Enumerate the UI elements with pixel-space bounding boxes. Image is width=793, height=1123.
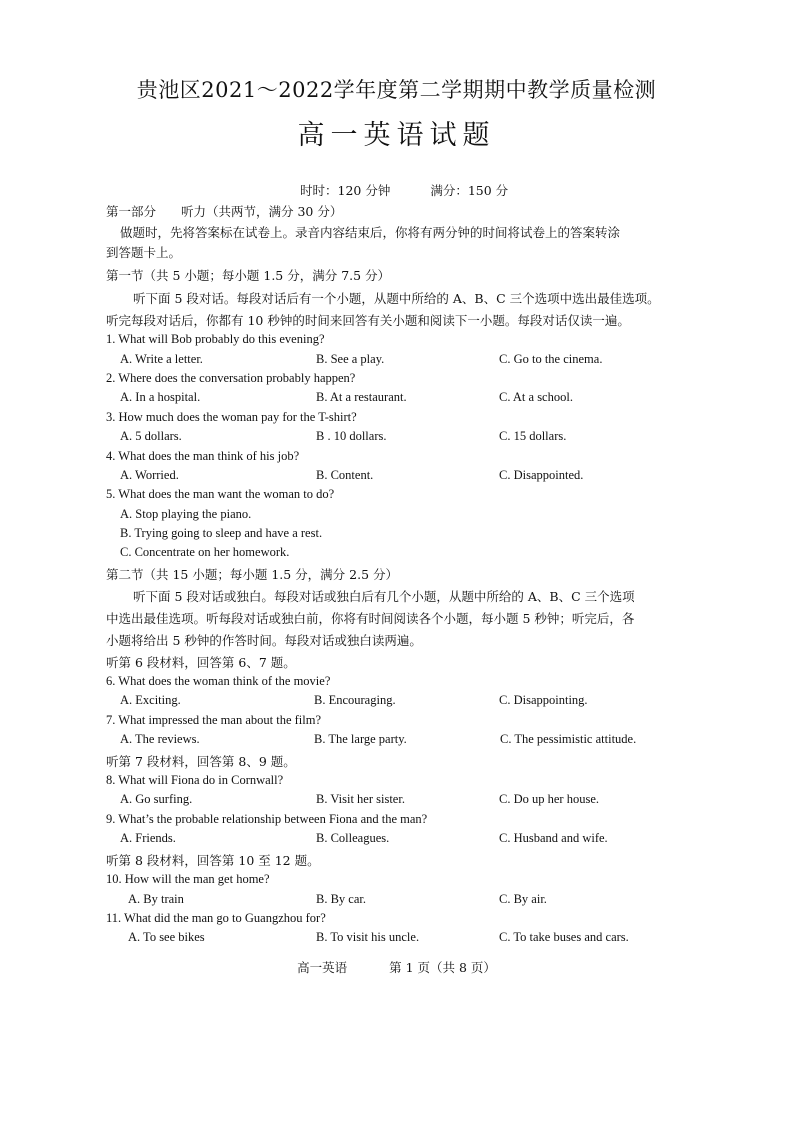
q2-option-b: B. At a restaurant. [316, 390, 407, 404]
q8-option-a: A. Go surfing. [120, 792, 193, 806]
q4-option-c: C. Disappointed. [499, 468, 584, 482]
question-10: 10. How will the man get home? [106, 872, 270, 886]
part1-instruction-line2: 到答题卡上。 [106, 245, 182, 260]
q8-option-b: B. Visit her sister. [316, 792, 405, 806]
exam-meta [300, 181, 508, 199]
question-4: 4. What does the man think of his job? [106, 449, 300, 463]
q11-option-a: A. To see bikes [128, 930, 205, 944]
full-score: 满分：150 分 [430, 183, 509, 198]
part1-heading: 第一部分 听力（共两节，满分 30 分） [106, 204, 343, 219]
q11-option-b: B. To visit his uncle. [316, 930, 420, 944]
section2-instruction-line3: 小题将给出 5 秒钟的作答时间。每段对话或独白读两遍。 [106, 633, 422, 648]
q10-option-a: A. By train [128, 892, 184, 906]
q4-option-a: A. Worried. [120, 468, 179, 482]
q2-option-c: C. At a school. [499, 390, 573, 404]
q3-option-c: C. 15 dollars. [499, 429, 567, 443]
question-8: 8. What will Fiona do in Cornwall? [106, 773, 284, 787]
q1-option-b: B. See a play. [316, 352, 385, 366]
part1-instruction-line1: 做题时，先将答案标在试卷上。录音内容结束后，你将有两分钟的时间将试卷上的答案转涂 [120, 225, 621, 240]
q9-option-a: A. Friends. [120, 831, 176, 845]
section1-heading: 第一节（共 5 小题；每小题 1.5 分，满分 7.5 分） [106, 268, 391, 283]
q7-option-c: C. The pessimistic attitude. [500, 732, 637, 746]
question-2: 2. Where does the conversation probably happen? [106, 371, 356, 385]
q8-option-c: C. Do up her house. [499, 792, 599, 806]
q5-option-c: C. Concentrate on her homework. [120, 545, 290, 559]
q10-option-c: C. By air. [499, 892, 547, 906]
section2-instruction-line2: 中选出最佳选项。听每段对话或独白前，你将有时间阅读各个小题，每小题 5 秒钟；听完后，各 [106, 611, 635, 626]
q9-option-b: B. Colleagues. [316, 831, 390, 845]
page-number: 第 1 页（共 8 页） [389, 960, 496, 975]
section1-instruction-line2: 听完每段对话后，你都有 10 秒钟的时间来回答有关小题和阅读下一小题。每段对话仅读一遍。 [106, 313, 630, 328]
question-11: 11. What did the man go to Guangzhou for? [106, 911, 326, 925]
question-3: 3. How much does the woman pay for the T-shirt? [106, 410, 357, 424]
q3-option-b: B . 10 dollars. [316, 429, 387, 443]
q4-option-b: B. Content. [316, 468, 374, 482]
question-5: 5. What does the man want the woman to do? [106, 487, 335, 501]
exam-title: 贵池区2021～2022学年度第二学期期中教学质量检测 [136, 78, 657, 102]
q7-option-b: B. The large party. [314, 732, 407, 746]
q6-option-a: A. Exciting. [120, 693, 181, 707]
time-limit: 时时：120 分钟 [300, 183, 391, 198]
q10-option-b: B. By car. [316, 892, 366, 906]
section2-instruction-line1: 听下面 5 段对话或独白。每段对话或独白后有几个小题，从题中所给的 A、B、C 三个选项 [133, 589, 635, 604]
question-9: 9. What’s the probable relationship between Fiona and the man? [106, 812, 428, 826]
material-8-note: 听第 8 段材料，回答第 10 至 12 题。 [106, 853, 320, 868]
exam-subtitle: 高一英语试题 [297, 120, 496, 151]
section2-heading: 第二节（共 15 小题；每小题 1.5 分，满分 2.5 分） [106, 567, 399, 582]
q5-option-a: A. Stop playing the piano. [120, 507, 252, 521]
material-6-note: 听第 6 段材料，回答第 6、7 题。 [106, 655, 296, 670]
page-footer [0, 958, 793, 976]
q1-option-c: C. Go to the cinema. [499, 352, 603, 366]
footer-subject: 高一英语 [297, 960, 348, 975]
question-1: 1. What will Bob probably do this evening? [106, 332, 325, 346]
q9-option-c: C. Husband and wife. [499, 831, 608, 845]
material-7-note: 听第 7 段材料，回答第 8、9 题。 [106, 754, 296, 769]
question-7: 7. What impressed the man about the film? [106, 713, 321, 727]
q11-option-c: C. To take buses and cars. [499, 930, 629, 944]
q2-option-a: A. In a hospital. [120, 390, 201, 404]
q3-option-a: A. 5 dollars. [120, 429, 182, 443]
q6-option-c: C. Disappointing. [499, 693, 588, 707]
section1-instruction-line1: 听下面 5 段对话。每段对话后有一个小题，从题中所给的 A、B、C 三个选项中选出最佳选项。 [133, 291, 660, 306]
q5-option-b: B. Trying going to sleep and have a rest. [120, 526, 323, 540]
q6-option-b: B. Encouraging. [314, 693, 396, 707]
q7-option-a: A. The reviews. [120, 732, 200, 746]
q1-option-a: A. Write a letter. [120, 352, 203, 366]
question-6: 6. What does the woman think of the movie? [106, 674, 331, 688]
